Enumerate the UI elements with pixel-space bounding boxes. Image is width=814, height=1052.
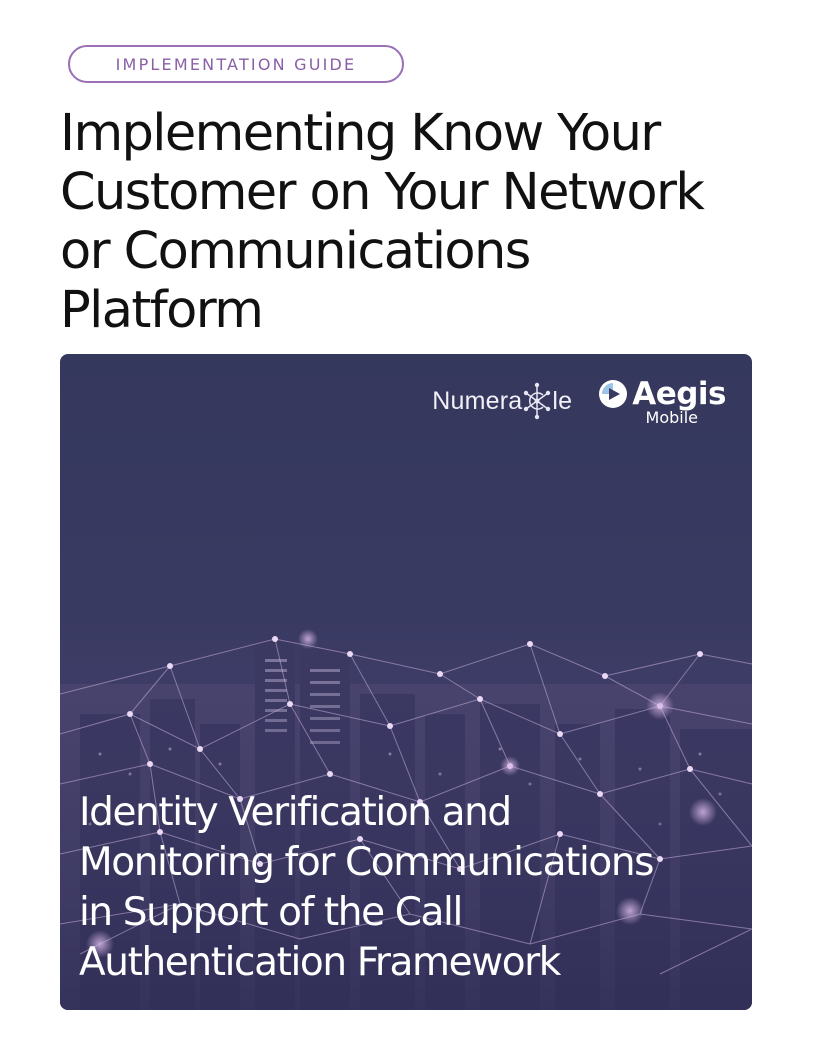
aegis-logo-text: Aegis xyxy=(632,376,726,412)
subtitle-line: Identity Verification and xyxy=(79,790,511,835)
numeracle-logo-text-start: Numera xyxy=(432,386,523,415)
title-line: Platform xyxy=(60,281,263,340)
document-type-badge xyxy=(68,45,404,83)
network-node-icon xyxy=(523,381,551,421)
badge-label: IMPLEMENTATION GUIDE xyxy=(115,54,357,74)
numeracle-logo-text-end: le xyxy=(552,386,573,415)
play-shield-icon xyxy=(598,379,628,409)
aegis-mobile-logo xyxy=(598,376,726,427)
subtitle-line: in Support of the Call xyxy=(79,890,462,935)
title-line: Customer on Your Network xyxy=(60,163,704,222)
title-line: or Communications xyxy=(60,222,530,281)
title-line: Implementing Know Your xyxy=(60,104,660,163)
subtitle-line: Monitoring for Communications xyxy=(79,840,654,885)
aegis-logo-subtext: Mobile xyxy=(645,408,698,427)
numeracle-logo xyxy=(432,381,572,421)
cover-image xyxy=(60,354,752,1010)
cover-subtitle xyxy=(79,788,653,988)
subtitle-line: Authentication Framework xyxy=(79,940,560,985)
page-title xyxy=(60,104,800,340)
partner-logos xyxy=(432,376,726,427)
